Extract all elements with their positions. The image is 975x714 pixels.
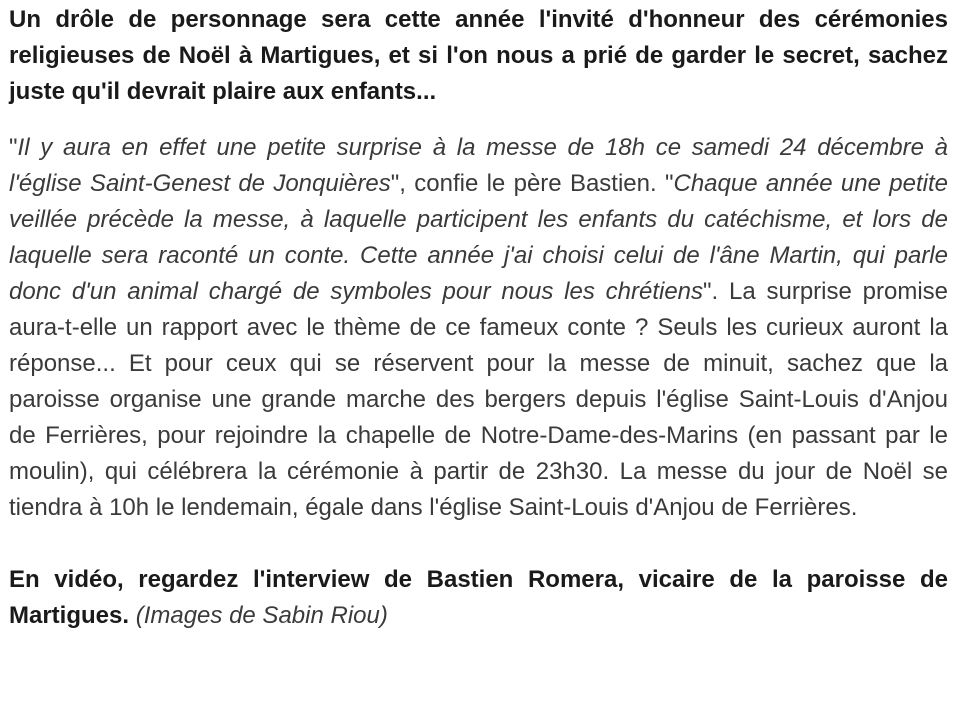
article-body	[9, 130, 948, 526]
attribution-text: ", confie le père Bastien. "	[390, 170, 674, 197]
body-rest-text: ". La surprise promise aura-t-elle un rapport avec le thème de ce fameux conte ? Seuls les curieux auront la réponse... Et pour ceux qui se réservent pour la messe de minuit, sachez que la paroisse organise une grande marche des bergers depuis l'église Saint-Louis d'Anjou de Ferrières, pour rejoindre la chapelle de Notre-Dame-des-Marins (en passant par le moulin), qui célébrera la cérémonie à partir de 23h30. La messe du jour de Noël se tiendra à 10h le lendemain, égale dans l'église Saint-Louis d'Anjou de Ferrières.	[9, 278, 948, 521]
video-lead: En vidéo, regardez l'interview de Bastien Romera, vicaire de la paroisse de Martigues.	[9, 566, 948, 629]
article	[9, 2, 948, 634]
quote-open-mark: "	[9, 134, 18, 161]
quote-saint-genest: Il y aura en effet une petite surprise à la messe de 18h ce samedi 24 décembre à l'église Saint-Genest de Jonquières	[9, 134, 948, 197]
quote-veillee: Chaque année une petite veillée précède la messe, à laquelle participent les enfants du catéchisme, et lors de laquelle sera raconté un conte. Cette année j'ai choisi celui de l'âne Martin, qui parle donc d'un animal chargé de symboles pour nous les chrétiens	[9, 170, 948, 305]
video-credit: (Images de Sabin Riou)	[135, 602, 388, 629]
video-note	[9, 562, 948, 634]
article-intro: Un drôle de personnage sera cette année l'invité d'honneur des cérémonies religieuses de Noël à Martigues, et si l'on nous a prié de garder le secret, sachez juste qu'il devrait plaire aux enfants...	[9, 6, 948, 105]
